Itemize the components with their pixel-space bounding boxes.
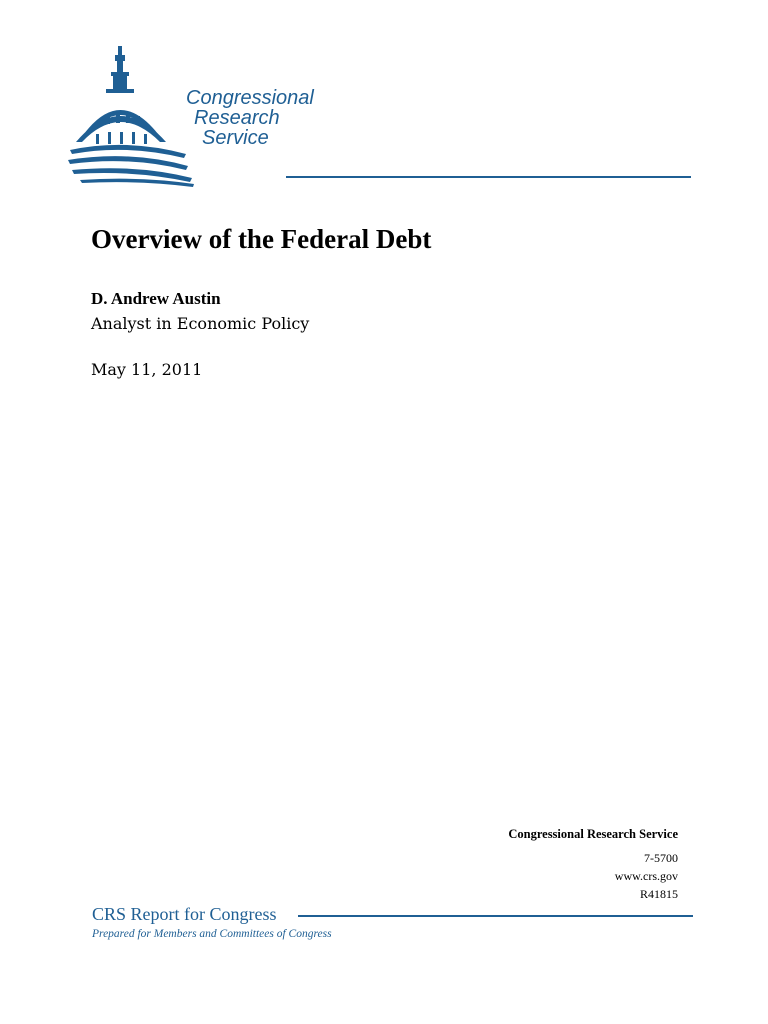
footer-website: www.crs.gov bbox=[614, 869, 678, 883]
crs-report-label: CRS Report for Congress bbox=[92, 904, 277, 924]
footer-organization: Congressional Research Service bbox=[508, 827, 678, 841]
report-date: May 11, 2011 bbox=[91, 360, 203, 379]
crs-contact-block bbox=[508, 825, 678, 903]
logo-line-congressional: Congressional bbox=[186, 87, 314, 109]
logo-line-service: Service bbox=[202, 127, 269, 149]
footer-report-number: R41815 bbox=[639, 887, 678, 901]
footer-phone: 7-5700 bbox=[644, 851, 678, 865]
logo-divider-rule bbox=[286, 176, 691, 178]
crs-logo-dome-icon bbox=[66, 42, 696, 192]
logo-line-research: Research bbox=[194, 107, 280, 129]
crs-logo-wordmark bbox=[186, 88, 314, 148]
author-name: D. Andrew Austin bbox=[91, 289, 221, 308]
prepared-for-note: Prepared for Members and Committees of Congress bbox=[92, 928, 332, 940]
report-divider-rule bbox=[298, 915, 693, 917]
author-position: Analyst in Economic Policy bbox=[91, 314, 310, 333]
report-title: Overview of the Federal Debt bbox=[91, 224, 432, 254]
